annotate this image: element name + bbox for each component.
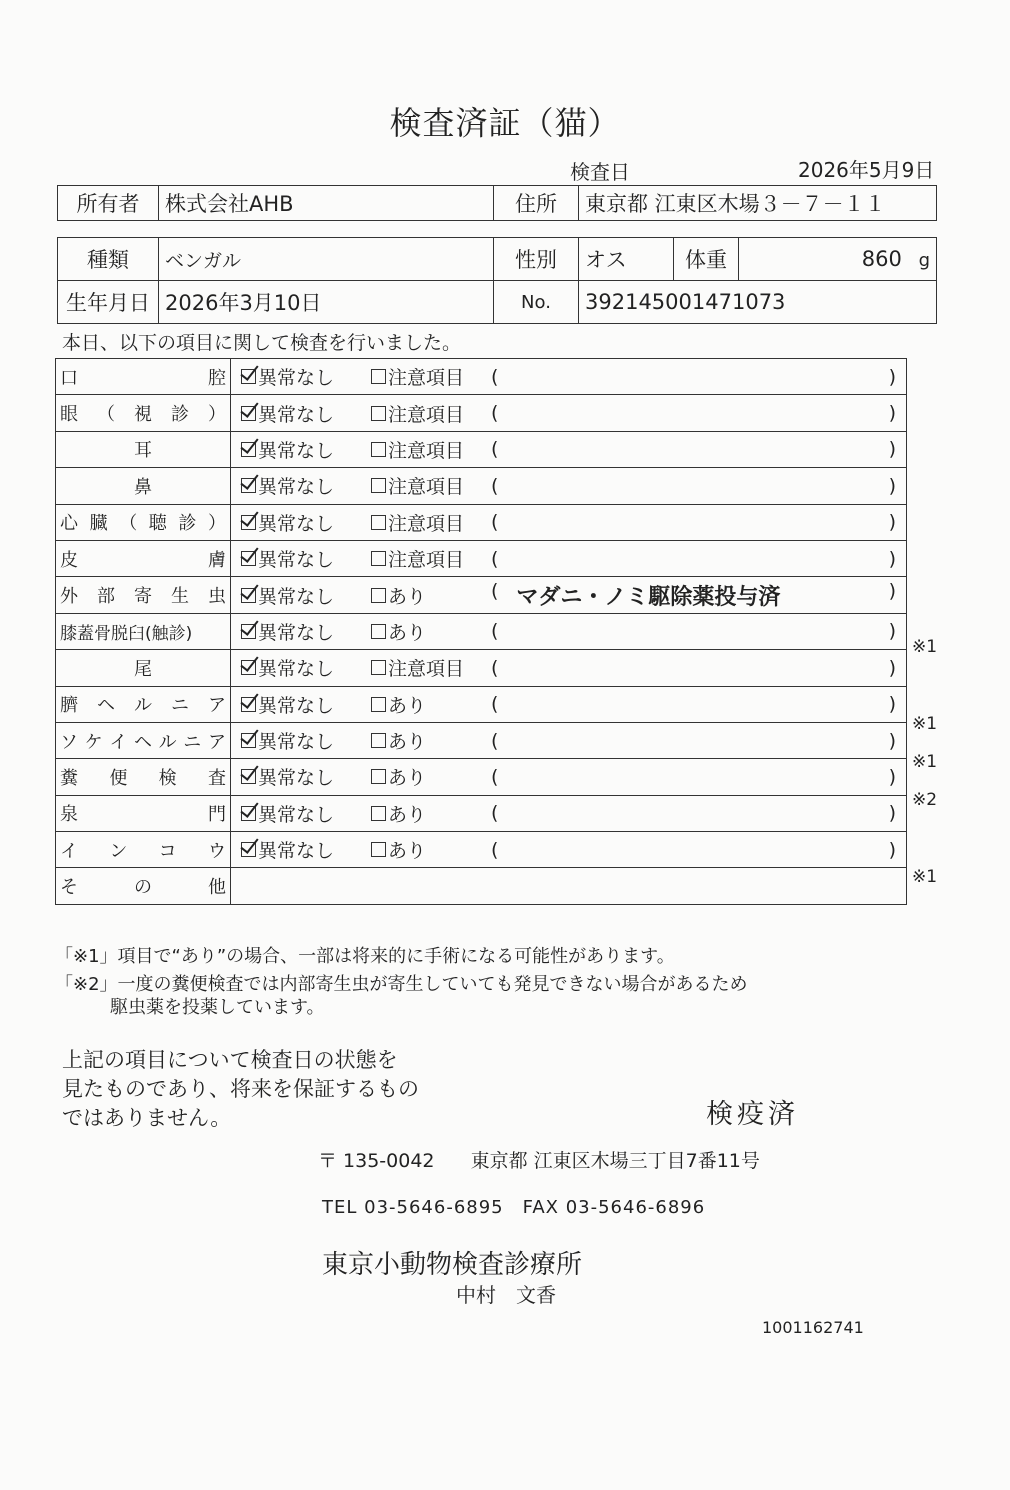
inspection-row	[56, 759, 907, 795]
finding-label: 注意項目	[388, 367, 465, 390]
finding-checkbox[interactable]	[371, 551, 386, 566]
inspection-item-label	[56, 577, 231, 613]
remarks-field: ( )	[491, 511, 896, 534]
footnote-ref: ※1	[912, 867, 938, 888]
finding-label: あり	[388, 585, 427, 608]
normal-label: 異常なし	[258, 403, 335, 426]
remarks-field: ( マダニ・ノミ駆除薬投与済 )	[491, 579, 896, 610]
finding-checkbox[interactable]	[371, 515, 386, 530]
finding-label: あり	[388, 840, 427, 863]
inspection-row	[56, 431, 907, 467]
inspection-row	[56, 613, 907, 649]
clinic-name: 東京小動物検査診療所	[322, 1250, 583, 1280]
remarks-text	[516, 620, 888, 642]
inspection-item-label	[56, 759, 231, 795]
phone-fax: TEL 03-5646-6895 FAX 03-5646-6896	[322, 1197, 706, 1218]
inspection-result	[231, 359, 907, 395]
finding-checkbox[interactable]	[371, 624, 386, 639]
remarks-field: ( )	[491, 693, 896, 716]
postal-code: 〒 135-0042	[318, 1150, 435, 1172]
weight-cell	[739, 238, 937, 281]
normal-label: 異常なし	[258, 549, 335, 572]
sex-value: オス	[579, 238, 674, 281]
item-name: イ ン コ ウ	[60, 840, 226, 862]
inspection-result	[231, 686, 907, 722]
remarks-text	[516, 511, 888, 533]
normal-checkbox[interactable]	[241, 369, 256, 384]
exam-date-label: 検査日	[570, 160, 630, 184]
weight-unit: g	[918, 250, 930, 271]
finding-label: 注意項目	[388, 658, 465, 681]
normal-checkbox[interactable]	[241, 588, 256, 603]
normal-checkbox[interactable]	[241, 515, 256, 530]
finding-label: 注意項目	[388, 403, 465, 426]
weight-value: 860	[861, 247, 902, 271]
footnote-ref: ※1	[912, 636, 938, 657]
inspection-result	[231, 722, 907, 758]
inspection-item-label	[56, 359, 231, 395]
disclaimer-line: ではありません。	[62, 1106, 232, 1130]
inspection-result	[231, 613, 907, 649]
normal-label: 異常なし	[258, 439, 335, 462]
inspection-result	[231, 540, 907, 576]
inspection-item-label	[56, 613, 231, 649]
remarks-field: ( )	[491, 402, 896, 425]
dob-label: 生年月日	[58, 281, 159, 324]
inspection-result	[231, 795, 907, 831]
finding-checkbox[interactable]	[371, 406, 386, 421]
inspection-row	[56, 468, 907, 504]
sex-label: 性別	[494, 238, 579, 281]
normal-label: 異常なし	[258, 731, 335, 754]
clinic-address	[318, 1146, 760, 1173]
inspection-row	[56, 540, 907, 576]
finding-checkbox[interactable]	[371, 697, 386, 712]
item-name: 糞 便 検 査	[60, 767, 226, 789]
footnote-ref: ※1	[912, 752, 938, 772]
other-value[interactable]	[231, 868, 907, 904]
normal-label: 異常なし	[258, 803, 335, 826]
normal-checkbox[interactable]	[241, 842, 256, 857]
normal-label: 異常なし	[258, 767, 335, 790]
inspection-row	[56, 359, 907, 395]
remarks-text	[516, 802, 888, 824]
finding-checkbox[interactable]	[371, 369, 386, 384]
no-value: 392145001471073	[579, 281, 937, 324]
finding-checkbox[interactable]	[371, 769, 386, 784]
normal-checkbox[interactable]	[241, 406, 256, 421]
inspection-result	[231, 832, 907, 868]
normal-checkbox[interactable]	[241, 478, 256, 493]
item-name: 皮 膚	[60, 549, 226, 571]
footnote-2: 「※2」一度の糞便検査では内部寄生虫が寄生していても発見できない場合があるため	[55, 974, 748, 995]
normal-checkbox[interactable]	[241, 442, 256, 457]
inspection-result	[231, 395, 907, 431]
intro-text: 本日、以下の項目に関して検査を行いました。	[62, 332, 462, 354]
inspection-result	[231, 468, 907, 504]
remarks-field: ( )	[491, 365, 896, 388]
inspection-row	[56, 795, 907, 831]
inspection-result	[231, 759, 907, 795]
inspection-row-other	[56, 868, 907, 904]
finding-checkbox[interactable]	[371, 478, 386, 493]
item-name: 尾	[134, 658, 152, 680]
normal-checkbox[interactable]	[241, 697, 256, 712]
remarks-text	[516, 693, 888, 715]
item-name: 外 部 寄 生 虫	[60, 586, 226, 608]
normal-label: 異常なし	[258, 585, 335, 608]
inspection-item-label	[56, 722, 231, 758]
inspection-row	[56, 832, 907, 868]
quarantine-stamp: 検疫済	[706, 1099, 799, 1130]
finding-label: あり	[388, 621, 427, 644]
disclaimer-line: 見たものであり、将来を保証するもの	[62, 1077, 419, 1101]
street-address: 東京都 江東区木場三丁目7番11号	[470, 1150, 760, 1172]
inspection-row	[56, 686, 907, 722]
finding-label: あり	[388, 694, 427, 717]
remarks-text	[516, 366, 888, 388]
inspection-item-label	[56, 395, 231, 431]
remarks-field: ( )	[491, 547, 896, 570]
remarks-text	[516, 548, 888, 570]
owner-table	[57, 185, 937, 221]
weight-label: 体重	[674, 238, 739, 281]
normal-label: 異常なし	[258, 840, 335, 863]
finding-label: 注意項目	[388, 549, 465, 572]
inspection-result	[231, 577, 907, 613]
item-name: 耳	[134, 440, 152, 462]
dob-value: 2026年3月10日	[159, 281, 494, 324]
normal-checkbox[interactable]	[241, 660, 256, 675]
remarks-text	[516, 438, 888, 460]
owner-label: 所有者	[58, 186, 159, 221]
remarks-text	[516, 475, 888, 497]
remarks-field: ( )	[491, 438, 896, 461]
normal-checkbox[interactable]	[241, 806, 256, 821]
normal-label: 異常なし	[258, 512, 335, 535]
remarks-field: ( )	[491, 838, 896, 861]
remarks-text	[516, 657, 888, 679]
item-name: ソ ケ イ ヘ ル ニ ア	[60, 731, 226, 753]
normal-checkbox[interactable]	[241, 624, 256, 639]
finding-checkbox[interactable]	[371, 733, 386, 748]
inspection-item-label	[56, 504, 231, 540]
normal-label: 異常なし	[258, 367, 335, 390]
inspection-table	[55, 358, 907, 905]
serial-number: 1001162741	[762, 1318, 864, 1337]
finding-checkbox[interactable]	[371, 660, 386, 675]
finding-label: あり	[388, 803, 427, 826]
inspection-item-label	[56, 650, 231, 686]
inspection-item-label	[56, 686, 231, 722]
inspection-row	[56, 504, 907, 540]
breed-value: ベンガル	[159, 238, 494, 281]
finding-label: あり	[388, 767, 427, 790]
item-name: 口 腔	[60, 367, 226, 389]
remarks-field: ( )	[491, 765, 896, 788]
vet-name: 中村 文香	[456, 1283, 556, 1307]
remarks-text: マダニ・ノミ駆除薬投与済	[516, 584, 781, 610]
normal-label: 異常なし	[258, 658, 335, 681]
remarks-field: ( )	[491, 656, 896, 679]
normal-checkbox[interactable]	[241, 551, 256, 566]
disclaimer-line: 上記の項目について検査日の状態を	[62, 1048, 398, 1072]
no-label: No.	[494, 281, 579, 324]
finding-label: 注意項目	[388, 439, 465, 462]
finding-checkbox[interactable]	[371, 588, 386, 603]
remarks-text	[516, 839, 888, 861]
inspection-item-label	[56, 468, 231, 504]
remarks-text	[516, 402, 888, 424]
normal-label: 異常なし	[258, 621, 335, 644]
inspection-row	[56, 395, 907, 431]
address-label: 住所	[494, 186, 579, 221]
remarks-field: ( )	[491, 729, 896, 752]
finding-checkbox[interactable]	[371, 806, 386, 821]
footnote-ref: ※1	[912, 713, 938, 734]
finding-label: あり	[388, 731, 427, 754]
item-name: 眼 （ 視 診 ）	[60, 404, 226, 426]
normal-checkbox[interactable]	[241, 733, 256, 748]
owner-value: 株式会社AHB	[159, 186, 494, 221]
remarks-field: ( )	[491, 620, 896, 643]
remarks-text	[516, 766, 888, 788]
finding-label: 注意項目	[388, 476, 465, 499]
item-name: 鼻	[134, 476, 152, 498]
inspection-result	[231, 504, 907, 540]
document-title: 検査済証（猫）	[389, 104, 621, 142]
pet-table	[57, 237, 937, 324]
remarks-text	[516, 730, 888, 752]
finding-checkbox[interactable]	[371, 842, 386, 857]
inspection-item-label	[56, 832, 231, 868]
inspection-row	[56, 722, 907, 758]
breed-label: 種類	[58, 238, 159, 281]
inspection-item-label	[56, 540, 231, 576]
exam-date: 2026年5月9日	[798, 158, 935, 182]
inspection-result	[231, 650, 907, 686]
normal-label: 異常なし	[258, 694, 335, 717]
footnote-1: 「※1」項目で“あり”の場合、一部は将来的に手術になる可能性があります。	[55, 946, 675, 967]
other-label: そ の 他	[56, 868, 231, 904]
item-name: 膝蓋骨脱臼(触診)	[60, 623, 193, 644]
footnote-2-cont: 駆虫薬を投薬しています。	[110, 997, 325, 1018]
remarks-field: ( )	[491, 474, 896, 497]
finding-label: 注意項目	[388, 512, 465, 535]
item-name: 泉 門	[60, 804, 226, 826]
normal-checkbox[interactable]	[241, 769, 256, 784]
remarks-field: ( )	[491, 802, 896, 825]
inspection-result	[231, 431, 907, 467]
address-value: 東京都 江東区木場３－７－１１	[579, 186, 937, 221]
disclaimer	[62, 1046, 419, 1133]
inspection-row	[56, 577, 907, 613]
finding-checkbox[interactable]	[371, 442, 386, 457]
item-name: 心 臓 （ 聴 診 ）	[60, 513, 226, 535]
inspection-item-label	[56, 795, 231, 831]
footnote-ref: ※2	[912, 790, 938, 811]
normal-label: 異常なし	[258, 476, 335, 499]
item-name: 臍 ヘ ル ニ ア	[60, 695, 226, 717]
inspection-row	[56, 650, 907, 686]
inspection-item-label	[56, 431, 231, 467]
